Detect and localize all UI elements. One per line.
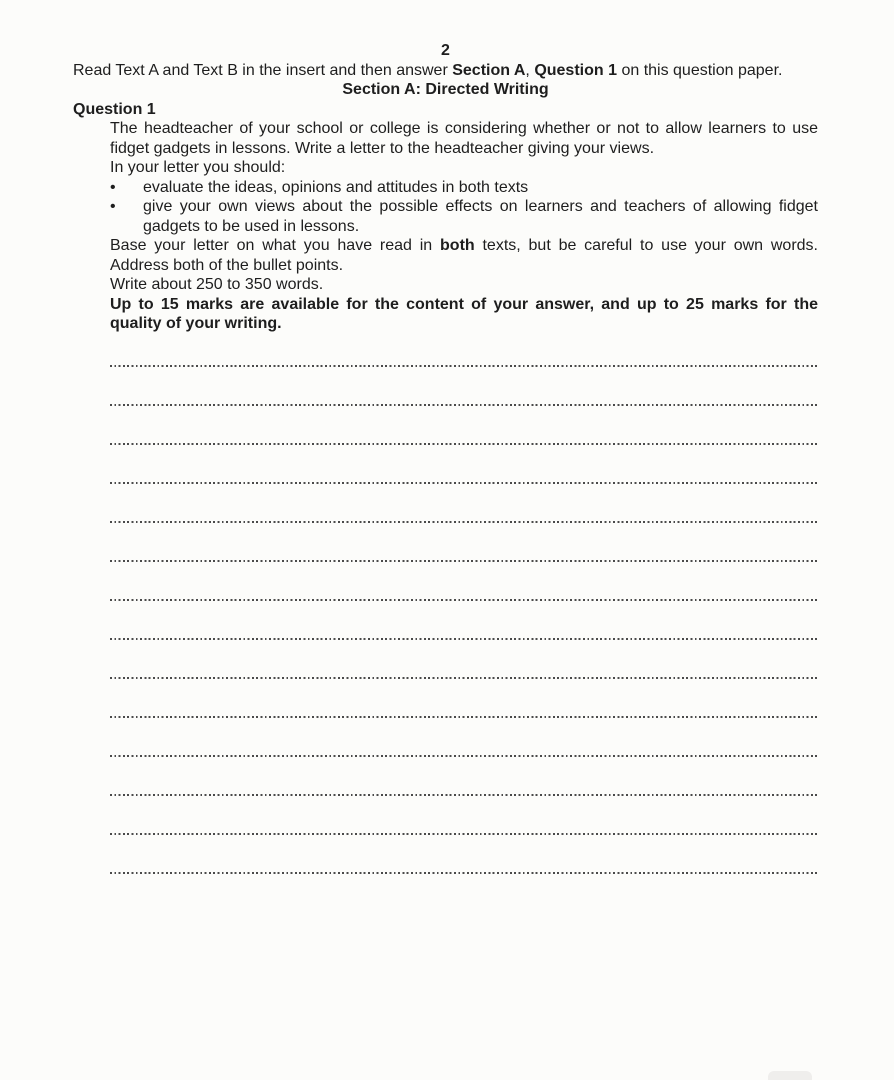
dotted-rule — [110, 794, 818, 797]
dotted-rule — [110, 872, 818, 875]
dotted-rule — [110, 755, 818, 758]
base-text-bold-both: both — [440, 237, 475, 254]
base-text-post: texts, but be careful to use your own words. Address both of the bullet points. — [110, 237, 819, 274]
instruction-text-post: on this question paper. — [617, 61, 783, 79]
answer-line — [110, 833, 818, 872]
answer-line — [110, 716, 818, 755]
answer-line — [110, 443, 818, 482]
bullet-text-own-views: give your own views about the possible effects on learners and teachers of allowing fidget gadgets to be used in lessons. — [143, 198, 818, 235]
question-intro-paragraph: The headteacher of your school or college is considering whether or not to allow learners to use fidget gadgets in lessons. Write a letter to the headteacher giving your views. — [110, 120, 818, 157]
instruction-separator: , — [525, 61, 535, 79]
base-text-pre: Base your letter on what you have read in — [110, 237, 441, 254]
answer-line — [110, 638, 818, 677]
bullet-item-evaluate — [110, 178, 818, 198]
dotted-rule — [110, 716, 818, 719]
word-count-note: Write about 250 to 350 words. — [110, 276, 324, 293]
dotted-rule — [110, 560, 818, 563]
dotted-rule — [110, 443, 818, 446]
dotted-rule — [110, 482, 818, 485]
answer-line — [110, 677, 818, 716]
answer-line — [110, 872, 818, 911]
dotted-rule — [110, 833, 818, 836]
answer-line — [110, 365, 818, 404]
answer-line — [110, 482, 818, 521]
base-letter-instruction — [110, 236, 818, 275]
bullet-icon: • — [110, 178, 116, 196]
letter-lead-in: In your letter you should: — [110, 159, 286, 176]
dotted-rule — [110, 677, 818, 680]
answer-line — [110, 560, 818, 599]
bullet-item-own-views — [110, 197, 818, 236]
instruction-text-pre: Read Text A and Text B in the insert and then answer — [73, 61, 453, 79]
answer-line — [110, 794, 818, 833]
marks-note: Up to 15 marks are available for the content of your answer, and up to 25 marks for the quality of your writing. — [110, 295, 818, 332]
dotted-rule — [110, 638, 818, 641]
dotted-rule — [110, 599, 818, 602]
page-number: 2 — [441, 42, 450, 59]
answer-line — [110, 755, 818, 794]
instruction-section-ref: Section A — [452, 61, 526, 79]
question-number-heading: Question 1 — [73, 100, 156, 118]
bullet-text-evaluate: evaluate the ideas, opinions and attitudes in both texts — [143, 178, 529, 196]
section-heading: Section A: Directed Writing — [342, 81, 549, 98]
answer-line — [110, 599, 818, 638]
page-edge-artifact — [768, 1071, 812, 1080]
read-instruction — [73, 61, 818, 81]
instruction-question-ref: Question 1 — [534, 61, 617, 79]
question-body — [110, 119, 818, 911]
dotted-rule — [110, 365, 818, 368]
answer-line — [110, 404, 818, 443]
bullet-icon: • — [110, 198, 116, 215]
answer-line — [110, 521, 818, 560]
dotted-rule — [110, 404, 818, 407]
answer-area — [110, 365, 818, 911]
dotted-rule — [110, 521, 818, 524]
